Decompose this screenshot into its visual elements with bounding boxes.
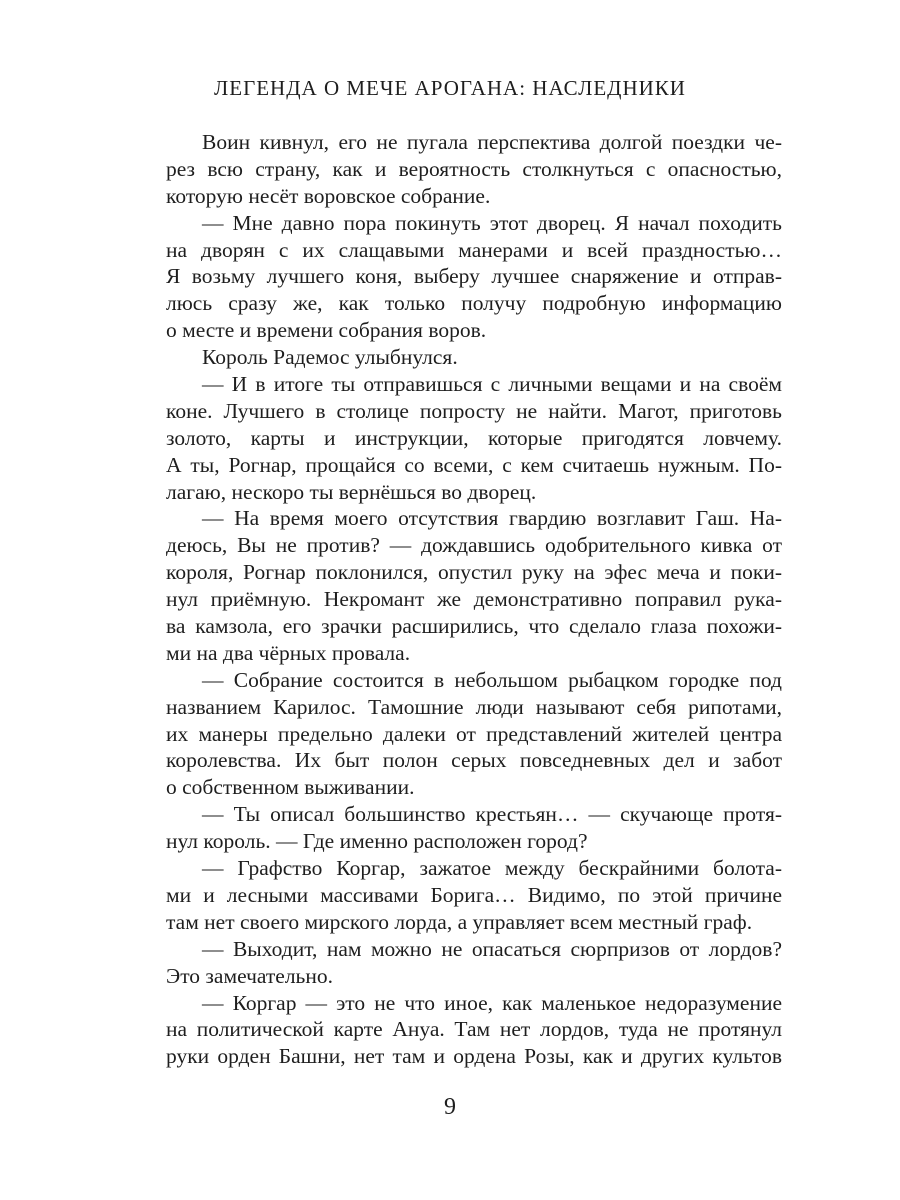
text-line: о собственном выживании.	[166, 775, 415, 800]
text-line: — Мне давно пора покинуть этот дворец. Я начал походить	[202, 210, 782, 235]
body-text	[166, 129, 782, 1070]
text-line: Это замечательно.	[166, 963, 333, 988]
text-line: — На время моего отсутствия гвардию возглавит Гаш. На-	[202, 506, 782, 531]
text-line: ва камзола, его зрачки расширились, что сделало глаза похожи-	[166, 614, 782, 639]
text-line: золото, карты и инструкции, которые пригодятся ловчему.	[166, 425, 782, 450]
text-line: названием Карилос. Тамошние люди называют себя рипотами,	[166, 694, 782, 719]
text-line: лагаю, нескоро ты вернёшься во дворец.	[166, 479, 537, 504]
text-line: — Собрание состоится в небольшом рыбацком городке под	[202, 667, 782, 692]
text-line: на дворян с их слащавыми манерами и всей праздностью…	[166, 237, 782, 262]
text-line: ми на два чёрных провала.	[166, 640, 411, 665]
text-line: — Коргар — это не что иное, как маленькое недоразумение	[202, 990, 782, 1015]
text-line: руки орден Башни, нет там и ордена Розы, как и других культов	[166, 1044, 782, 1069]
text-line: Я возьму лучшего коня, выберу лучшее снаряжение и отправ-	[166, 264, 782, 289]
text-line: Король Радемос улыбнулся.	[202, 345, 458, 370]
text-line: — И в итоге ты отправишься с личными вещами и на своём	[202, 372, 782, 397]
text-line: Воин кивнул, его не пугала перспектива долгой поездки че-	[202, 130, 782, 154]
text-line: А ты, Рогнар, прощайся со всеми, с кем считаешь нужным. По-	[166, 452, 782, 477]
text-line: их манеры предельно далеки от представлений жителей центра	[166, 721, 782, 746]
text-line: — Выходит, нам можно не опасаться сюрпризов от лордов?	[202, 936, 782, 961]
text-line: которую несёт воровское собрание.	[166, 183, 491, 208]
text-line: коне. Лучшего в столице попросту не найти. Магот, приготовь	[166, 398, 782, 423]
text-line: короля, Рогнар поклонился, опустил руку на эфес меча и поки-	[166, 560, 782, 585]
running-title: ЛЕГЕНДА О МЕЧЕ АРОГАНА: НАСЛЕДНИКИ	[214, 76, 686, 100]
text-line: там нет своего мирского лорда, а управляет всем местный граф.	[166, 909, 753, 934]
text-line: нул приёмную. Некромант же демонстративно поправил рука-	[166, 587, 782, 612]
text-line: ми и лесными массивами Борига… Видимо, по этой причине	[166, 882, 782, 907]
text-line: деюсь, Вы не против? — дождавшись одобрительного кивка от	[166, 533, 782, 558]
text-line: королевства. Их быт полон серых повседневных дел и забот	[166, 748, 782, 773]
text-line: нул король. — Где именно расположен город?	[166, 829, 588, 854]
text-line: — Графство Коргар, зажатое между бескрайними болота-	[202, 856, 782, 881]
text-line: на политической карте Ануа. Там нет лордов, туда не протянул	[166, 1017, 782, 1042]
text-line: рез всю страну, как и вероятность столкнуться с опасностью,	[166, 156, 782, 181]
text-line: люсь сразу же, как только получу подробную информацию	[166, 291, 782, 316]
text-line: о месте и времени собрания воров.	[166, 318, 487, 343]
text-line: — Ты описал большинство крестьян… — скучающе протя-	[202, 802, 782, 827]
page-number: 9	[444, 1094, 456, 1120]
